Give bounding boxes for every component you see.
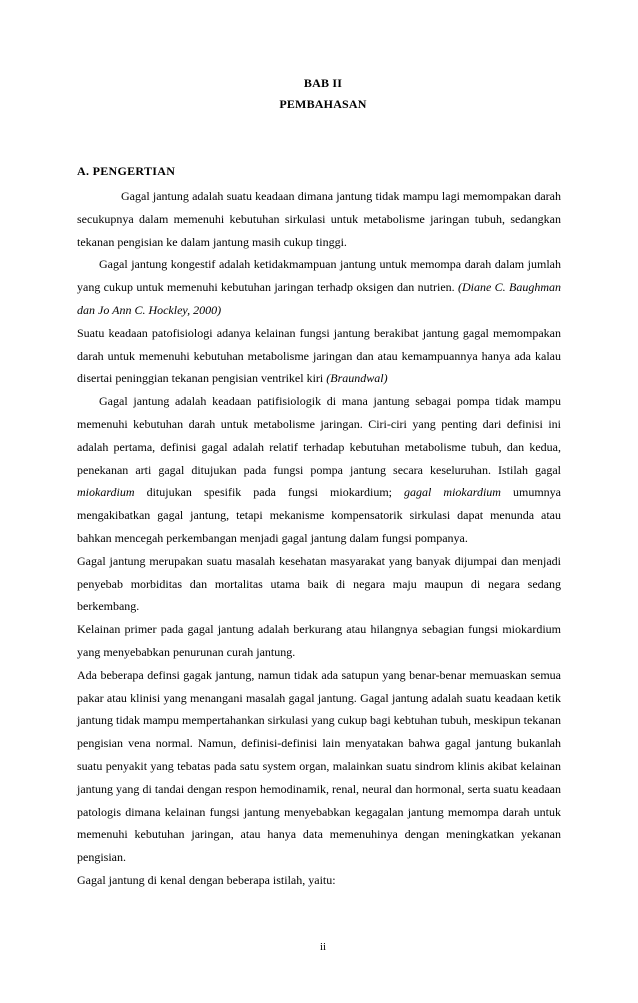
paragraph-4-text-c: umumnya mengakibatkan gagal jantung, tetapi mekanisme kompensatorik sirkulasi dapat menunda atau bahkan mencegah perkembangan menjadi gagal jantung dalam fungsi pompanya. [77, 485, 561, 545]
paragraph-1: Gagal jantung adalah suatu keadaan dimana jantung tidak mampu lagi memompakan darah secukupnya dalam memenuhi kebutuhan sirkulasi untuk metabolisme jaringan tubuh, sedangkan tekanan pengisian ke dalam jantung masih cukup tinggi. [77, 189, 561, 249]
paragraph-4-text-b: ditujukan spesifik pada fungsi miokardium; [134, 485, 405, 500]
paragraph-5: Gagal jantung merupakan suatu masalah kesehatan masyarakat yang banyak dijumpai dan menjadi penyebab morbiditas dan mortalitas utama baik di negara maju maupun di negara sedang berkembang. [77, 553, 561, 614]
paragraph-6: Kelainan primer pada gagal jantung adalah berkurang atau hilangnya sebagian fungsi miokardium yang menyebabkan penurunan curah jantung. [77, 622, 561, 659]
paragraph-3-text: Suatu keadaan patofisiologi adanya kelainan fungsi jantung berakibat jantung gagal memompakan darah untuk memenuhi kebutuhan metabolisme jaringan dan atau kemampuannya hanya ada kalau disertai peninggian tekanan pengisian ventrikel kiri [77, 325, 561, 386]
chapter-title: PEMBAHASAN [279, 97, 367, 111]
paragraph-4-term-miokardium: miokardium [77, 485, 135, 500]
section-heading: A. PENGERTIAN [77, 164, 176, 178]
page-number: ii [319, 941, 327, 953]
paragraph-8: Gagal jantung di kenal dengan beberapa istilah, yaitu: [77, 872, 336, 887]
paragraph-7: Ada beberapa definsi gagak jantung, namun tidak ada satupun yang benar-benar memuaskan semua pakar atau klinisi yang menangani masalah gagal jantung. Gagal jantung adalah suatu keadaan ketik jantung tidak mampu mempertahankan sirkulasi yang cukup bagi kebtuhan tubuh, meskipun tekanan pengisian vena normal. Namun, definisi-definisi lain menyatakan bahwa gagal jantung bukanlah suatu penyakit yang tebatas pada satu system organ, malainkan suatu sindrom klinis akibat kelainan jantung yang di tandai dengan respon hemodinamik, renal, neural dan hormonal, serta suatu keadaan patologis dimana kelainan fungsi jantung menyebabkan kegagalan jantung memompa darah untuk memenuhi kebutuhan jaringan, atau hanya data memenuhinya dengan meningkatkan yekanan pengisian. [77, 667, 561, 865]
paragraph-3-citation: (Braundwal) [326, 371, 388, 386]
paragraph-2-citation: (Diane C. Baughman dan Jo Ann C. Hockley, 2000) [77, 280, 561, 317]
body-text [77, 185, 561, 892]
paragraph-2 [77, 253, 561, 321]
chapter-label: BAB II [303, 76, 343, 90]
paragraph-4-text-a: Gagal jantung adalah keadaan patifisiologik di mana jantung sebagai pompa tidak mampu memenuhi kebutuhan darah untuk metabolisme jaringan. Ciri-ciri yang penting dari definisi ini adalah pertama, definisi gagal adalah relatif terhadap kebutuhan metabolisme tubuh, dan kedua, penekanan arti gagal ditujukan pada fungsi pompa jantung secara keseluruhan. Istilah gagal [77, 394, 561, 477]
paragraph-3 [77, 322, 561, 390]
paragraph-4-term-gagal-miokardium: gagal miokardium [404, 485, 501, 500]
paragraph-2-text: Gagal jantung kongestif adalah ketidakmampuan jantung untuk memompa darah dalam jumlah yang cukup untuk memenuhi kebutuhan jaringan terhadp oksigen dan nutrien. [77, 257, 561, 295]
paragraph-4 [77, 390, 561, 550]
